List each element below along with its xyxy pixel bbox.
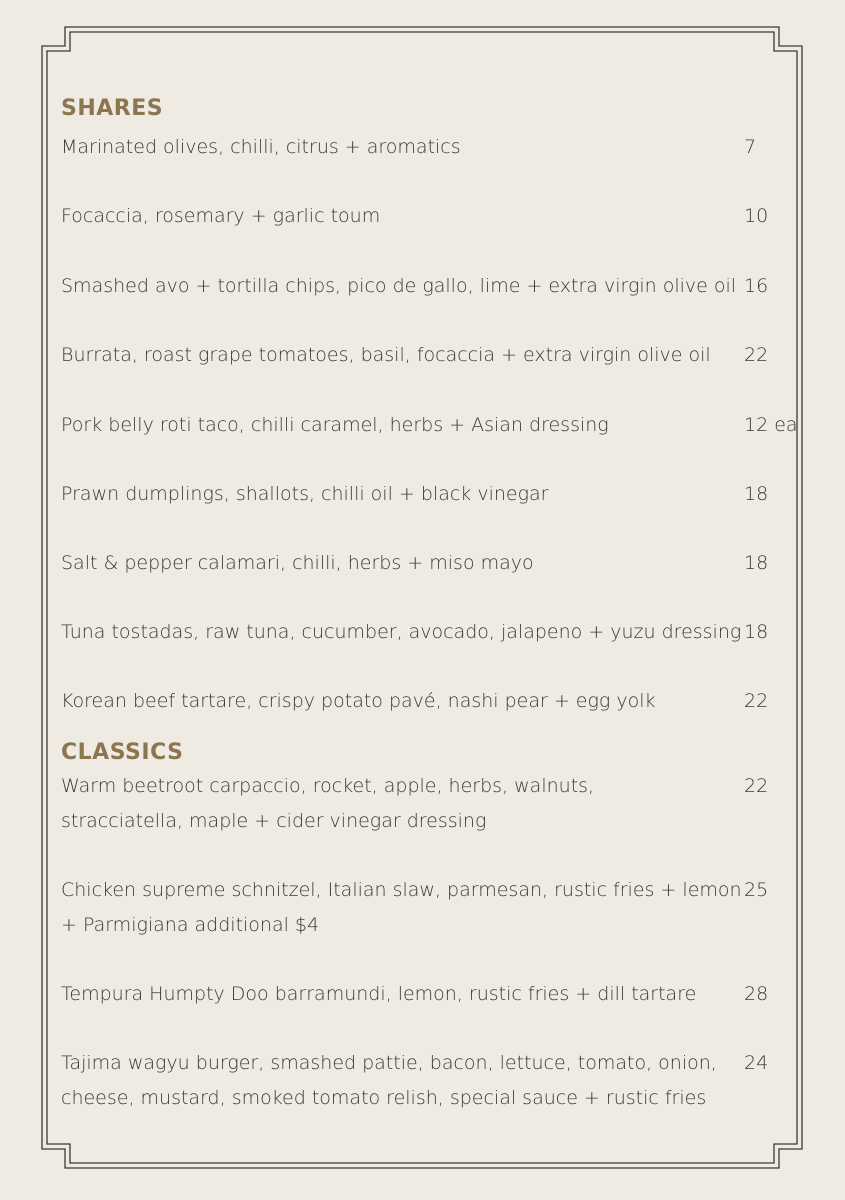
- item-price: 22: [744, 775, 769, 797]
- item-description: Smashed avo + tortilla chips, pico de gallo, lime + extra virgin olive oil: [61, 275, 737, 297]
- item-price: 12 ea: [744, 414, 798, 436]
- item-price: 24: [744, 1052, 769, 1074]
- item-price: 10: [744, 205, 769, 227]
- item-price: 16: [744, 275, 769, 297]
- item-description: Burrata, roast grape tomatoes, basil, focaccia + extra virgin olive oil: [61, 344, 711, 366]
- item-description: Salt & pepper calamari, chilli, herbs + miso mayo: [61, 552, 534, 574]
- item-description: Chicken supreme schnitzel, Italian slaw, parmesan, rustic fries + lemon + Parmigiana additional $4: [61, 879, 742, 936]
- item-description: Tuna tostadas, raw tuna, cucumber, avocado, jalapeno + yuzu dressing: [61, 621, 742, 643]
- item-description: Marinated olives, chilli, citrus + aromatics: [61, 136, 461, 158]
- item-description: Focaccia, rosemary + garlic toum: [61, 205, 381, 227]
- item-price: 28: [744, 983, 769, 1005]
- item-description: Tajima wagyu burger, smashed pattie, bacon, lettuce, tomato, onion, cheese, mustard, smoked tomato relish, special sauce + rustic fries: [61, 1052, 717, 1109]
- item-price: 22: [744, 344, 769, 366]
- item-description: Pork belly roti taco, chilli caramel, herbs + Asian dressing: [61, 414, 609, 436]
- item-description: Korean beef tartare, crispy potato pavé, nashi pear + egg yolk: [61, 690, 656, 712]
- item-price: 18: [744, 483, 769, 505]
- section-heading-shares: SHARES: [61, 96, 164, 121]
- item-price: 7: [744, 136, 757, 158]
- item-description: Prawn dumplings, shallots, chilli oil + black vinegar: [61, 483, 549, 505]
- item-price: 25: [744, 879, 769, 901]
- item-price: 18: [744, 552, 769, 574]
- item-price: 18: [744, 621, 769, 643]
- item-description: Tempura Humpty Doo barramundi, lemon, rustic fries + dill tartare: [61, 983, 697, 1005]
- item-price: 22: [744, 690, 769, 712]
- section-heading-classics: CLASSICS: [61, 740, 184, 765]
- item-description: Warm beetroot carpaccio, rocket, apple, herbs, walnuts, stracciatella, maple + cider vinegar dressing: [61, 775, 595, 832]
